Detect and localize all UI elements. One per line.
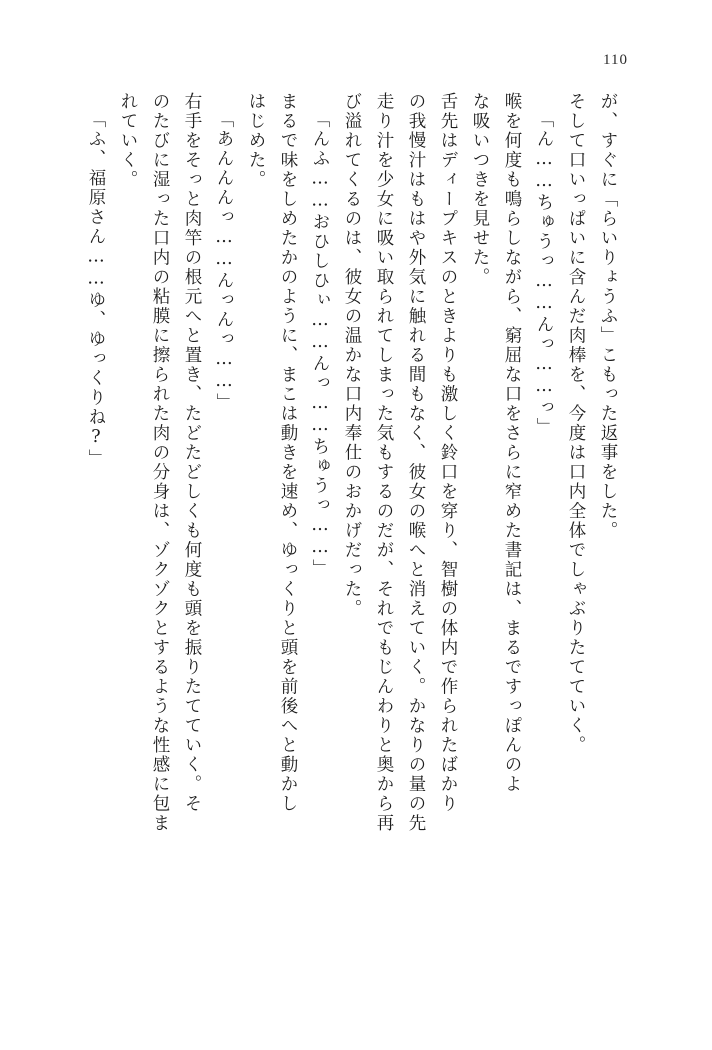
text-column: な吸いつきを見せた。 xyxy=(470,92,490,287)
text-column: そして口いっぱいに含んだ肉棒を、今度は口内全体でしゃぶりたてていく。 xyxy=(566,92,586,755)
text-column: の我慢汁はもはや外気に触れる間もなく、彼女の喉へと消えていく。かなりの量の先 xyxy=(406,92,426,833)
text-column: のたびに湿った口内の粘膜に擦られた肉の分身は、ゾクゾクとするような性感に包ま xyxy=(150,92,170,833)
text-column: はじめた。 xyxy=(246,92,266,190)
page-number: 110 xyxy=(603,52,628,68)
text-column: れていく。 xyxy=(118,92,138,190)
text-column: 喉を何度も鳴らしながら、窮屈な口をさらに窄めた書記は、まるですっぽんのよ xyxy=(502,92,522,794)
text-column: 「んふ……おひしひぃ……んっ……ちゅうっ……」 xyxy=(310,110,330,579)
text-column: 右手をそっと肉竿の根元へと置き、たどたどしくも何度も頭を振りたてていく。そ xyxy=(182,92,202,814)
vertical-text-body xyxy=(60,92,616,992)
text-column: 走り汁を少女に吸い取られてしまった気もするのだが、それでもじんわりと奥から再 xyxy=(374,92,394,833)
text-column: まるで味をしめたかのように、まこは動きを速め、ゆっくりと頭を前後へと動かし xyxy=(278,92,298,814)
text-column: 舌先はディープキスのときよりも激しく鈴口を穿り、智樹の体内で作られたばかり xyxy=(438,92,458,814)
text-column: 「ん……ちゅうっ……んっ……っ」 xyxy=(534,110,554,437)
text-column: 「あんんんっ……んっんっ……」 xyxy=(214,110,234,413)
text-column: が、すぐに「らいりょうふ」こもった返事をした。 xyxy=(598,92,618,541)
text-column: び溢れてくるのは、彼女の温かな口内奉仕のおかげだった。 xyxy=(342,92,362,619)
text-column: 「ふ、福原さん……ゆ、ゆっくりね?」 xyxy=(86,110,106,469)
